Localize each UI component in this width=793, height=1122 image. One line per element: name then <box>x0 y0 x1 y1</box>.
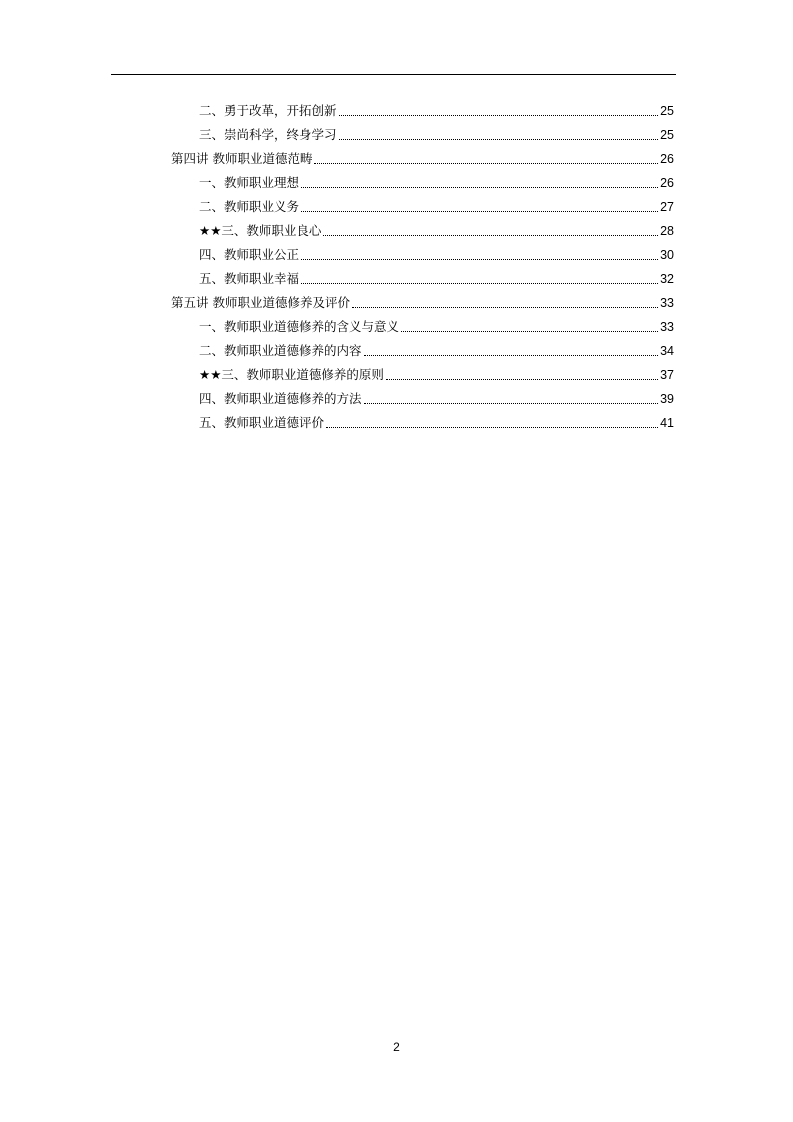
toc-entry-title: 一、教师职业道德修养的含义与意义 <box>199 319 400 334</box>
toc-entry[interactable] <box>199 336 674 360</box>
toc-entry-page: 25 <box>660 128 674 142</box>
toc-dot-leader <box>326 427 658 428</box>
toc-entry[interactable] <box>199 120 674 144</box>
toc-entry-page: 27 <box>660 200 674 214</box>
toc-entry-page: 39 <box>660 392 674 406</box>
toc-entry[interactable] <box>199 312 674 336</box>
toc-entry-title: 二、教师职业道德修养的内容 <box>199 343 362 358</box>
toc-entry-page: 34 <box>660 344 674 358</box>
toc-dot-leader <box>301 211 658 212</box>
toc-entry[interactable] <box>199 384 674 408</box>
toc-dot-leader <box>314 163 658 164</box>
toc-entry-title: 五、教师职业道德评价 <box>199 415 325 430</box>
toc-entry-title: ★★三、教师职业道德修养的原则 <box>199 367 384 382</box>
toc-entry-title: 五、教师职业幸福 <box>199 271 300 286</box>
toc-entry-title: 二、教师职业义务 <box>199 199 300 214</box>
toc-entry[interactable] <box>199 240 674 264</box>
toc-dot-leader <box>352 307 658 308</box>
toc-entry-title: 一、教师职业理想 <box>199 175 300 190</box>
toc-dot-leader <box>301 283 658 284</box>
toc-entry-title: 四、教师职业道德修养的方法 <box>199 391 362 406</box>
toc-chapter-entry[interactable] <box>171 288 674 312</box>
toc-entry-title: 第四讲 教师职业道德范畴 <box>171 151 313 166</box>
toc-entry[interactable] <box>199 168 674 192</box>
toc-entry-page: 33 <box>660 296 674 310</box>
toc-dot-leader <box>339 139 659 140</box>
toc-entry-title: 二、勇于改革，开拓创新 <box>199 103 337 118</box>
toc-entry-title: ★★三、教师职业良心 <box>199 223 322 238</box>
toc-entry-page: 32 <box>660 272 674 286</box>
toc-entry-page: 37 <box>660 368 674 382</box>
page-number: 2 <box>393 1040 400 1054</box>
toc-entry-page: 41 <box>660 416 674 430</box>
toc-dot-leader <box>401 331 658 332</box>
toc-entry-page: 26 <box>660 152 674 166</box>
toc-dot-leader <box>323 235 658 236</box>
toc-entry-page: 26 <box>660 176 674 190</box>
toc-entry[interactable] <box>199 216 674 240</box>
toc-entry[interactable] <box>199 192 674 216</box>
toc-entry-title: 四、教师职业公正 <box>199 247 300 262</box>
toc-chapter-entry[interactable] <box>171 144 674 168</box>
toc-entry-title: 三、崇尚科学，终身学习 <box>199 127 337 142</box>
toc-entry[interactable] <box>199 264 674 288</box>
toc-dot-leader <box>301 187 658 188</box>
toc-entry-page: 28 <box>660 224 674 238</box>
toc-dot-leader <box>386 379 658 380</box>
toc-entry-title: 第五讲 教师职业道德修养及评价 <box>171 295 350 310</box>
toc-entry-page: 30 <box>660 248 674 262</box>
toc-dot-leader <box>364 403 659 404</box>
toc-entry-page: 33 <box>660 320 674 334</box>
toc-dot-leader <box>364 355 659 356</box>
toc-entry-page: 25 <box>660 104 674 118</box>
toc-entry[interactable] <box>199 96 674 120</box>
header-rule <box>111 74 676 75</box>
toc-entry[interactable] <box>199 360 674 384</box>
toc-dot-leader <box>301 259 658 260</box>
toc-entry[interactable] <box>199 408 674 432</box>
toc-dot-leader <box>339 115 659 116</box>
